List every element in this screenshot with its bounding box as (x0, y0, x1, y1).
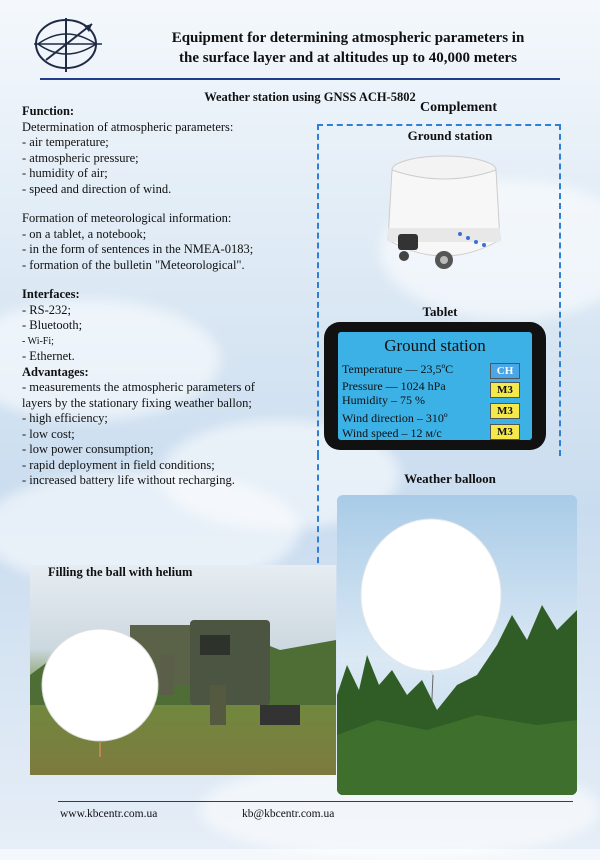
helium-filling-image (30, 565, 336, 775)
list-item: - in the form of sentences in the NMEA-0183; (22, 242, 254, 256)
list-item: - increased battery life without recharging. (22, 473, 235, 487)
list-item: - low power consumption; (22, 442, 154, 456)
list-item: - atmospheric pressure; (22, 150, 139, 165)
weather-balloon-label: Weather balloon (404, 471, 496, 486)
list-item: - on a tablet, a notebook; (22, 226, 147, 241)
formation-intro: Formation of meteorological information: (22, 211, 232, 225)
tablet-device (324, 322, 546, 450)
screen-row-pressure: Pressure — 1024 hPa (342, 379, 446, 393)
function-list (22, 135, 304, 197)
weather-balloon-image (337, 495, 577, 795)
list-item: - humidity of air; (22, 166, 108, 180)
footer-divider (58, 801, 573, 802)
advantages-heading: Advantages: (22, 364, 89, 379)
screen-row-wind-direction: Wind direction – 310º (342, 411, 448, 425)
website-link[interactable]: www.kbcentr.com.ua (60, 808, 158, 820)
title-line-2: the surface layer and at altitudes up to 40,000 meters (178, 50, 518, 66)
screen-title: Ground station (384, 336, 486, 355)
list-item: - low cost; (22, 426, 75, 441)
ground-station-device-image (378, 148, 510, 280)
list-item: - formation of the bulletin "Meteorological". (22, 257, 245, 272)
page-title (118, 28, 578, 68)
formation-list (22, 227, 304, 274)
features-column (22, 104, 304, 489)
list-item: layers by the stationary fixing weather ballon; (22, 395, 252, 410)
header-divider (40, 78, 560, 80)
list-item: - high efficiency; (22, 411, 108, 425)
list-item: - air temperature; (22, 135, 109, 149)
email-link[interactable]: kb@kbcentr.com.ua (242, 808, 335, 820)
screen-row-humidity: Humidity – 75 % (342, 393, 425, 407)
status-tag: M3 (490, 424, 520, 440)
ground-station-label: Ground station (407, 128, 493, 143)
complement-heading: Complement (420, 100, 497, 115)
interfaces-list (22, 303, 304, 365)
screen-row-temperature: Temperature — 23,5ºC (342, 362, 454, 376)
weather-balloon-photo (337, 495, 577, 795)
list-item: - Bluetooth; (22, 318, 83, 332)
function-heading: Function: (22, 104, 75, 118)
list-item: - Ethernet. (22, 349, 75, 363)
list-item: - Wi-Fi; (22, 335, 54, 347)
list-item: - speed and direction of wind. (22, 181, 172, 196)
status-tag: M3 (490, 403, 520, 419)
status-tag: M3 (490, 382, 520, 398)
helium-filling-photo (30, 565, 336, 775)
title-line-1: Equipment for determining atmospheric parameters in (171, 30, 525, 46)
interfaces-heading: Interfaces: (22, 287, 80, 301)
status-tag: CH (490, 363, 520, 379)
function-intro: Determination of atmospheric parameters: (22, 119, 234, 134)
page-subtitle: Weather station using GNSS ACH-5802 (204, 90, 416, 104)
helium-photo-caption: Filling the ball with helium (48, 565, 193, 579)
company-logo (32, 14, 104, 74)
list-item: - measurements the atmospheric parameters of (22, 380, 255, 394)
advantages-list (22, 380, 304, 489)
tablet-screen (338, 332, 532, 440)
list-item: - RS-232; (22, 302, 71, 317)
screen-row-wind-speed: Wind speed – 12 м/с (342, 426, 442, 440)
list-item: - rapid deployment in field conditions; (22, 457, 215, 472)
tablet-label: Tablet (422, 304, 458, 319)
